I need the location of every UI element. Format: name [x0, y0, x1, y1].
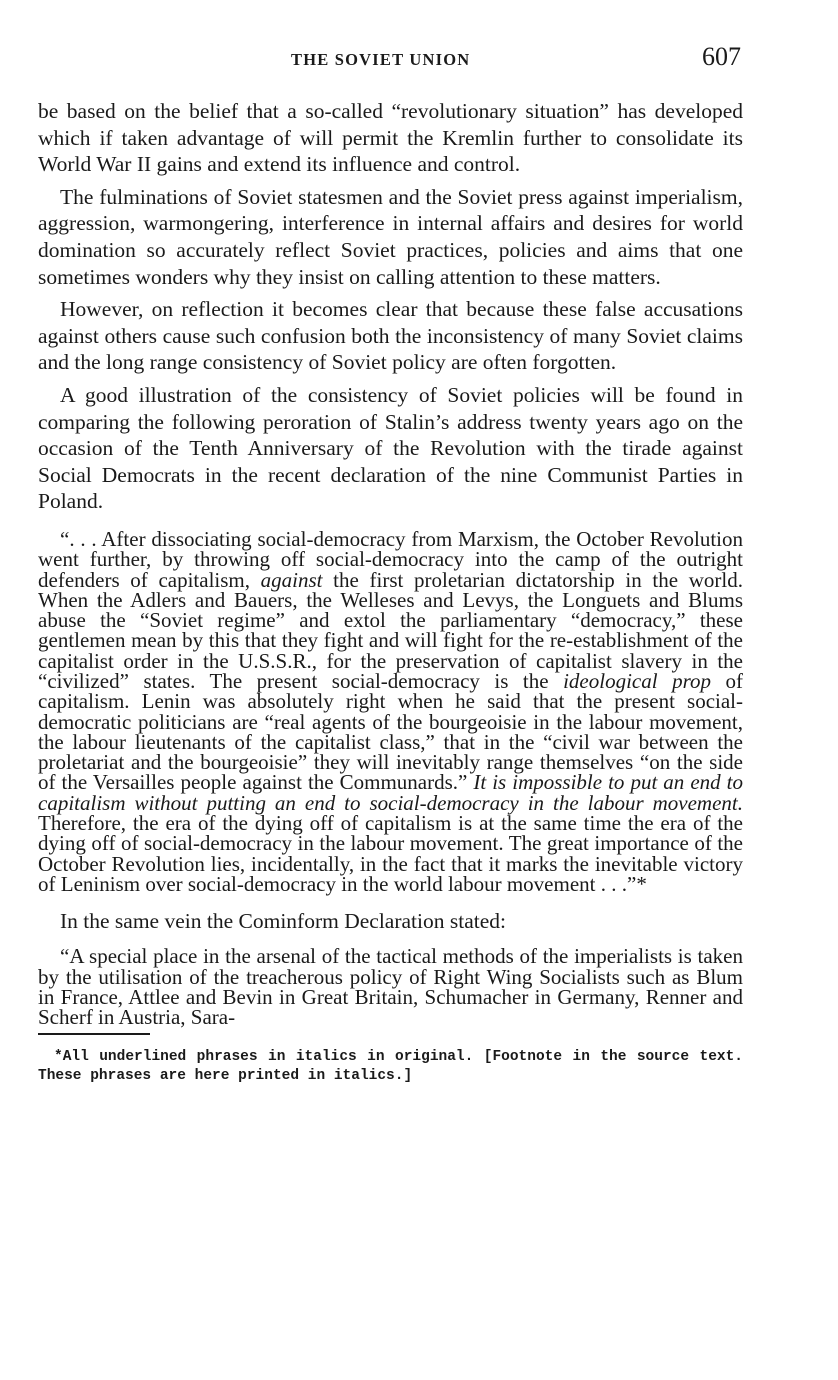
paragraph: be based on the belief that a so-called “revolutionary situation” has developed which if taken advantage of will permit the Kremlin further to consolidate its World War II gains and extend its influence and control. — [38, 99, 743, 177]
running-title: THE SOVIET UNION — [291, 50, 471, 69]
page-header — [38, 42, 743, 82]
block-quote — [38, 526, 743, 896]
stalin-quote — [38, 526, 743, 896]
quote-text: of capitalism. Lenin was absolutely right when he said that the present social-democratic politicians are “real agents of the bourgeoisie in the labour movement, the labour lieutenants of the capitalist class,” that in the “civil war between the proletariat and the bourgeoisie” they will inevitably range themselves “on the side of the Versailles people against the Communards.” — [38, 668, 743, 795]
quote-italic-text: It is impossible to put an end to capitalism without putting an end to social-democracy in the labour movement. — [38, 770, 743, 815]
footnote-rule — [38, 1033, 150, 1035]
cominform-quote — [38, 944, 743, 1030]
document-page — [38, 0, 743, 1085]
lead-in-sentence: In the same vein the Cominform Declaration stated: — [60, 909, 506, 934]
paragraph: The fulminations of Soviet statesmen and the Soviet press against imperialism, aggression, warmongering, interference in internal affairs and desires for world domination so accurately reflect Soviet practices, policies and aims that one sometimes wonders why they insist on calling attention to these matters. — [38, 184, 743, 289]
quote-text: the first proletarian dictatorship in the world. When the Adlers and Bauers, the Welleses and Levys, the Longuets and Blums abuse the “Soviet regime” and extol the parliamentary “democracy,” these gentlemen mean by this that they fight and will fight for the re-establishment of the capitalist order in the U.S.S.R., for the preservation of capitalist slavery in the “civilized” states. The present social-democracy is the — [38, 567, 743, 693]
page-number: 607 — [702, 42, 741, 71]
footnote: *All underlined phrases in italics in original. [Footnote in the source text. These phrases are here printed in italics.] — [38, 1049, 743, 1084]
quote-italic-text: ideological prop — [563, 668, 711, 693]
block-quote: “A special place in the arsenal of the tactical methods of the imperialists is taken by the utilisation of the treacherous policy of Right Wing Socialists such as Blum in France, Attlee and Bevin in Great Britain, Schumacher in Germany, Renner and Scherf in Austria, Sara- — [38, 944, 743, 1030]
quote-text: Therefore, the era of the dying off of capitalism is at the same time the era of the dying off of social-democracy in the labour movement. The great importance of the October Revolution lies, incidentally, in the fact that it marks the inevitable victory of Leninism over social-democracy in the world labour movement . . .”* — [38, 811, 743, 896]
paragraph: A good illustration of the consistency of Soviet policies will be found in comparing the following peroration of Stalin’s address twenty years ago on the occasion of the Tenth Anniversary of the Revolution with the tirade against Social Democrats in the recent declaration of the nine Communist Parties in Poland. — [38, 382, 743, 514]
quote-text: “. . . After dissociating social-democracy from Marxism, the October Revolution went further, by throwing off social-democracy into the camp of the outright defenders of capitalism, — [38, 526, 743, 592]
body-text — [38, 98, 743, 515]
paragraph: However, on reflection it becomes clear that because these false accusations against others cause such confusion both the inconsistency of many Soviet claims and the long range consistency of Soviet policy are often forgotten. — [38, 297, 743, 375]
quote-italic-text: against — [260, 567, 323, 592]
